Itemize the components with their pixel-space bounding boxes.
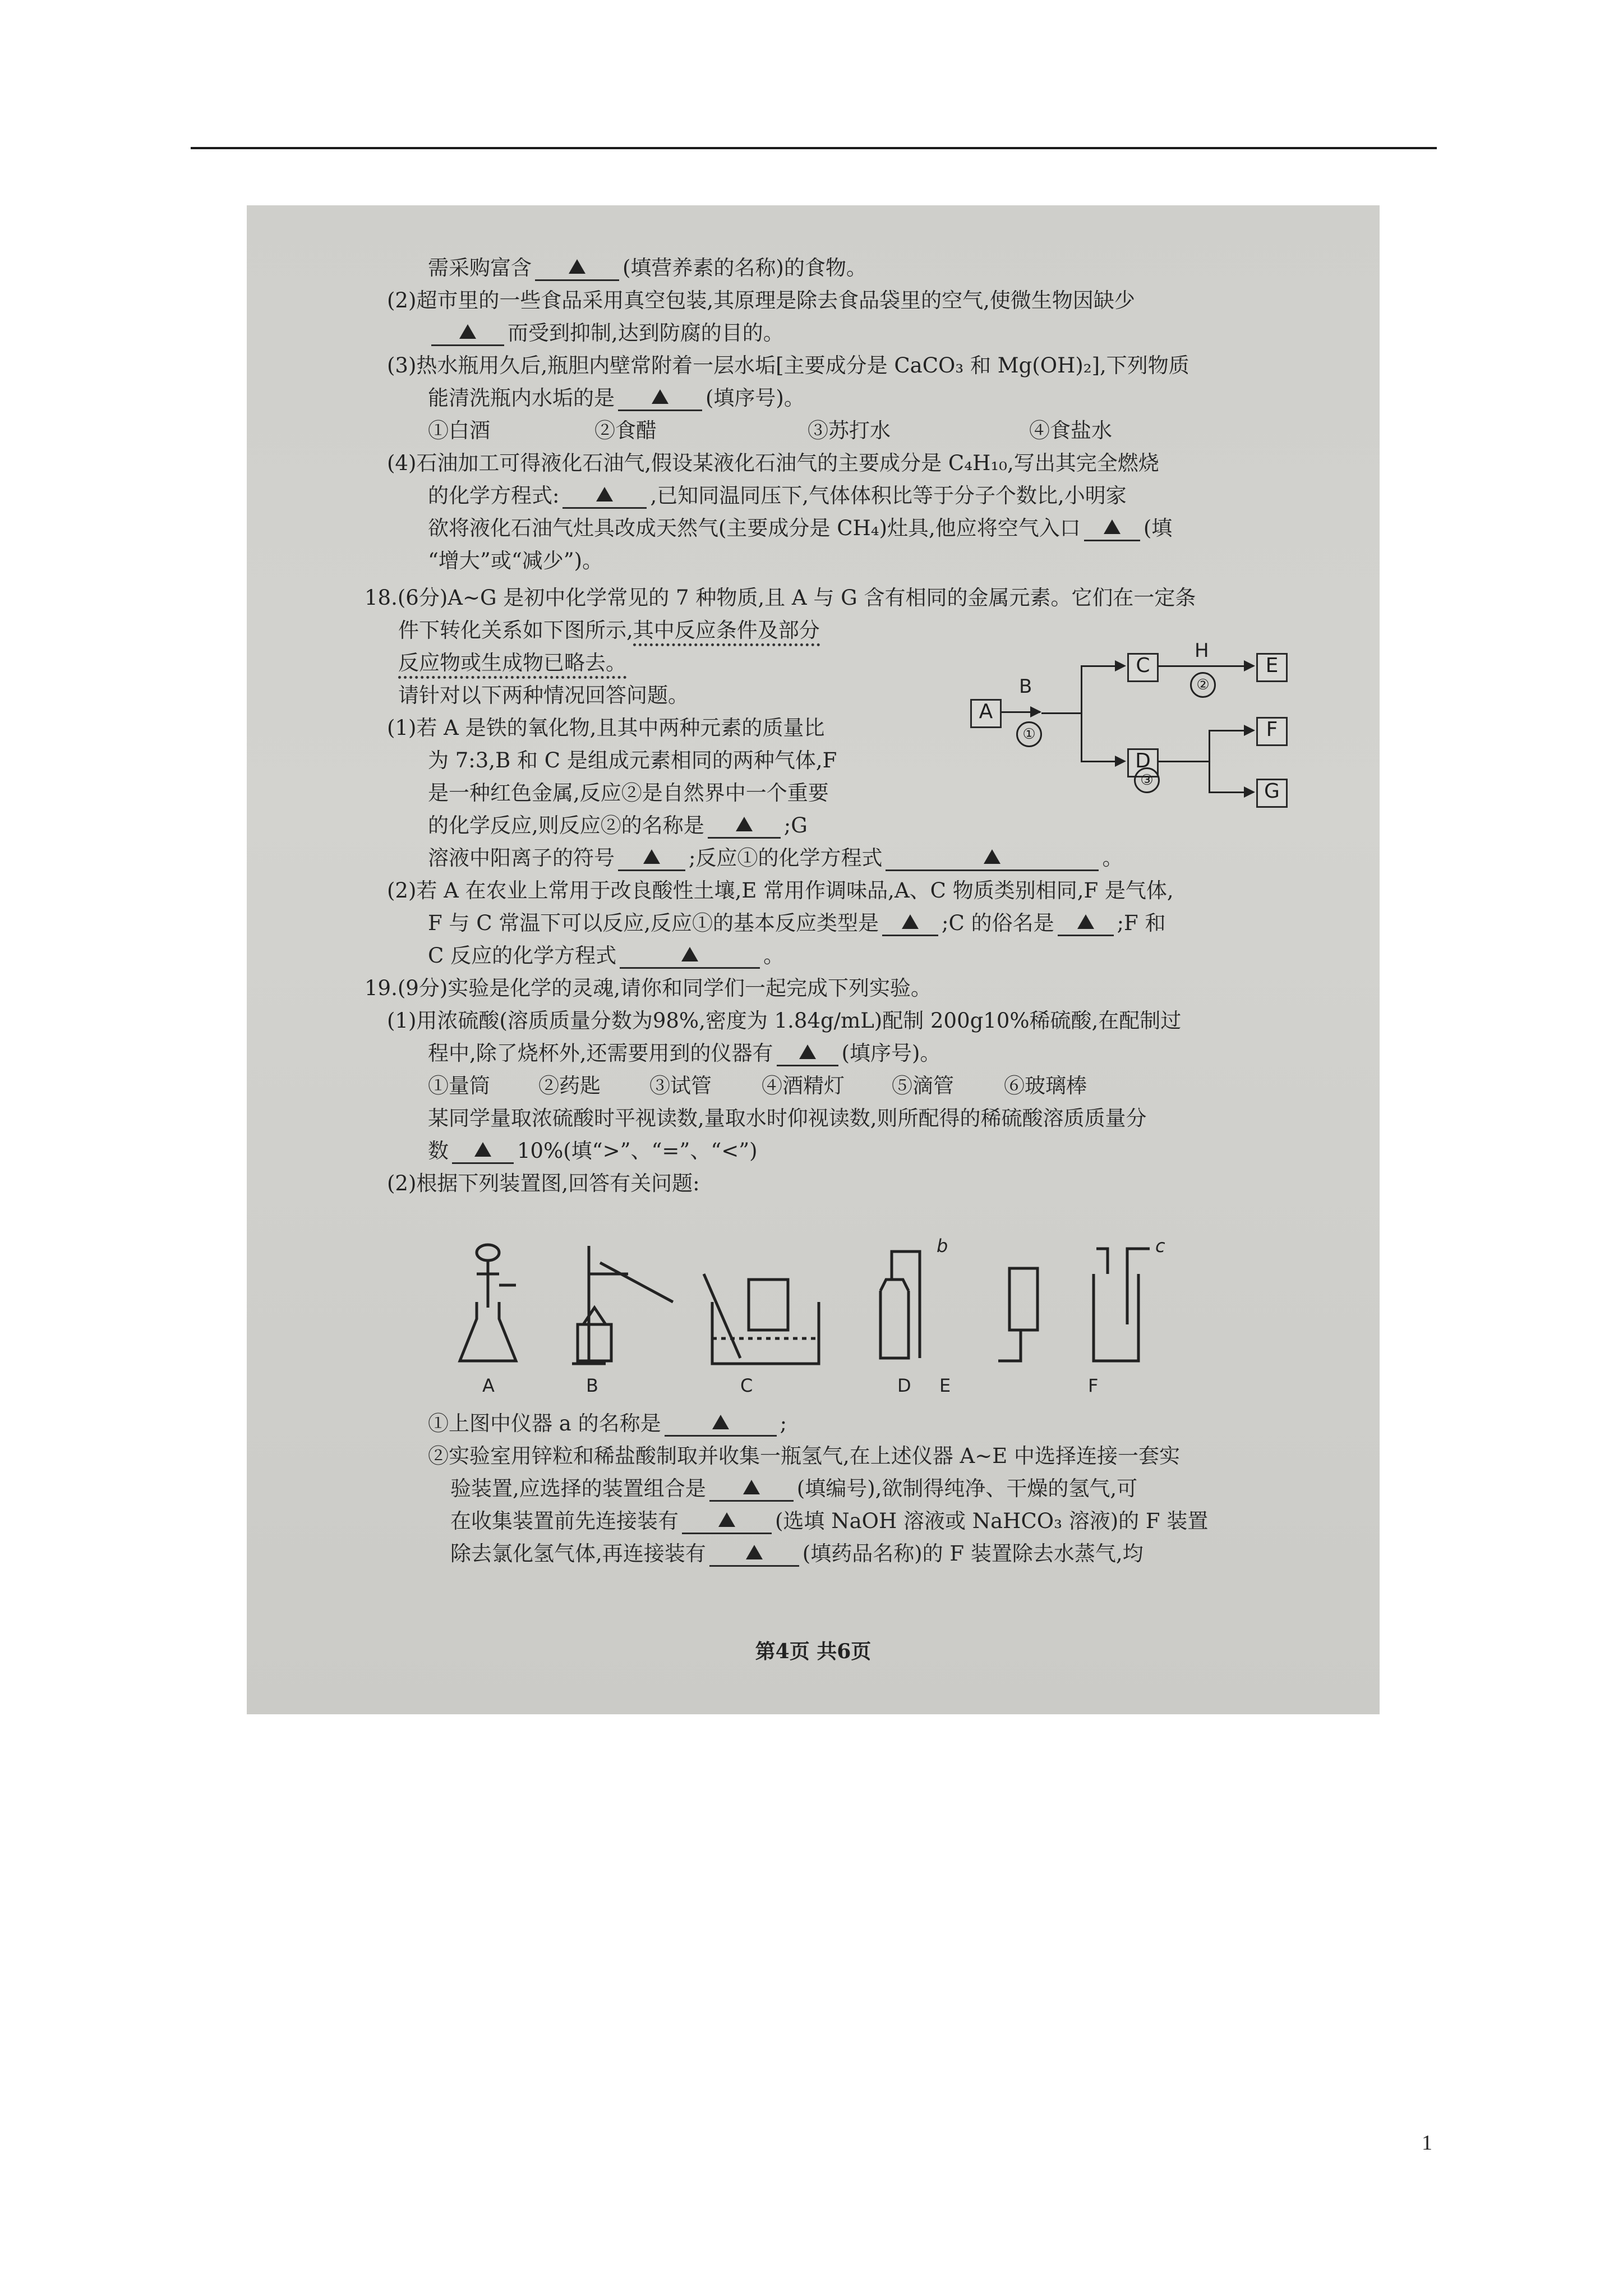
q19-line-6: 数 10%(填“>”、“=”、“<”) bbox=[428, 1139, 758, 1163]
apparatus-label-e: E bbox=[939, 1375, 951, 1396]
q18-line-2: 件下转化关系如下图所示,其中反应条件及部分 bbox=[398, 618, 820, 643]
node-g: G bbox=[1256, 779, 1288, 808]
q17-line-8: 的化学方程式: ,已知同温同压下,气体体积比等于分子个数比,小明家 bbox=[428, 484, 1127, 508]
q18-p2-line-2: F 与 C 常温下可以反应,反应①的基本反应类型是 ;C 的俗名是 ;F 和 bbox=[428, 911, 1166, 935]
triangle-icon bbox=[902, 914, 919, 929]
q19-instrument-3: ③试管 bbox=[649, 1074, 712, 1098]
apparatus-label-f: F bbox=[1088, 1375, 1099, 1396]
connector bbox=[1209, 730, 1210, 793]
apparatus-figure bbox=[437, 1240, 1357, 1369]
q19-line-3: 程中,除了烧杯外,还需要用到的仪器有 (填序号)。 bbox=[428, 1041, 941, 1065]
apparatus-c-water-trough bbox=[704, 1274, 819, 1364]
reaction-2-marker: ② bbox=[1190, 672, 1216, 698]
q18-p1-line-3: 是一种红色金属,反应②是自然界中一个重要 bbox=[428, 781, 829, 805]
q18-p2-line-1: (2)若 A 在农业上常用于改良酸性土壤,E 常用作调味品,A、C 物质类别相同,F 是气体, bbox=[387, 878, 1174, 903]
connector bbox=[1081, 665, 1082, 762]
answer-blank[interactable] bbox=[886, 845, 1099, 871]
q18-p1-line-5: 溶液中阳离子的符号 ;反应①的化学方程式 。 bbox=[428, 846, 1123, 870]
answer-blank[interactable] bbox=[682, 1508, 772, 1534]
triangle-icon bbox=[1077, 914, 1094, 929]
q19-sub-2-line-1: ②实验室用锌粒和稀盐酸制取并收集一瓶氢气,在上述仪器 A~E 中选择连接一套实 bbox=[428, 1444, 1181, 1468]
triangle-icon bbox=[736, 817, 753, 831]
arrow-icon bbox=[1030, 706, 1041, 717]
triangle-icon bbox=[1104, 519, 1121, 534]
q17-option-1: ①白酒 bbox=[428, 418, 490, 443]
triangle-icon bbox=[718, 1512, 735, 1527]
q17-line-2: (2)超市里的一些食品采用真空包装,其原理是除去食品袋里的空气,使微生物因缺少 bbox=[387, 288, 1135, 312]
apparatus-label-b: B bbox=[586, 1375, 598, 1396]
q19-line-2: (1)用浓硫酸(溶质质量分数为98%,密度为 1.84g/mL)配制 200g10%稀硫酸,在配制过 bbox=[387, 1009, 1182, 1033]
q19-sub-1: ①上图中仪器 a 的名称是 ; bbox=[428, 1411, 787, 1435]
q18-p1-line-1: (1)若 A 是铁的氧化物,且其中两种元素的质量比 bbox=[387, 716, 825, 740]
apparatus-b-heating-setup bbox=[572, 1246, 673, 1364]
apparatus-a-conical-flask bbox=[460, 1245, 516, 1361]
tube-label-b: b bbox=[937, 1235, 948, 1257]
q19-line-7: (2)根据下列装置图,回答有关问题: bbox=[387, 1171, 700, 1195]
triangle-icon bbox=[743, 1480, 760, 1494]
q19-line-1: 19.(9分)实验是化学的灵魂,请你和同学们一起完成下列实验。 bbox=[365, 976, 932, 1000]
answer-blank[interactable] bbox=[535, 255, 619, 281]
photo-page-footer: 第4页 共6页 bbox=[755, 1640, 872, 1663]
q19-sub-2-line-3: 在收集装置前先连接装有 (选填 NaOH 溶液或 NaHCO₃ 溶液)的 F 装置 bbox=[450, 1509, 1209, 1533]
reaction-1-marker: ① bbox=[1016, 721, 1042, 747]
q19-instrument-4: ④酒精灯 bbox=[762, 1074, 845, 1098]
q19-line-5: 某同学量取浓硫酸时平视读数,量取水时仰视读数,则所配得的稀硫酸溶质质量分 bbox=[428, 1106, 1147, 1130]
triangle-icon bbox=[984, 849, 1000, 864]
page-number: 1 bbox=[1422, 2131, 1432, 2155]
q17-option-4: ④食盐水 bbox=[1029, 418, 1112, 443]
arrow-icon bbox=[1244, 660, 1255, 671]
q19-instrument-1: ①量筒 bbox=[428, 1074, 490, 1098]
answer-blank[interactable] bbox=[708, 812, 781, 839]
q17-line-4: (3)热水瓶用久后,瓶胆内壁常附着一层水垢[主要成分是 CaCO₃ 和 Mg(OH)₂],下列物质 bbox=[387, 353, 1189, 378]
arrow-icon bbox=[1115, 756, 1126, 767]
answer-blank[interactable] bbox=[665, 1410, 777, 1437]
connector bbox=[1158, 665, 1253, 667]
q19-sub-2-line-4: 除去氯化氢气体,再连接装有 (填药品名称)的 F 装置除去水蒸气,均 bbox=[450, 1542, 1144, 1566]
arrow-icon bbox=[1244, 725, 1255, 736]
answer-blank[interactable] bbox=[882, 910, 938, 936]
answer-blank[interactable] bbox=[620, 942, 760, 969]
q18-line-1: 18.(6分)A~G 是初中化学常见的 7 种物质,且 A 与 G 含有相同的金属元素。它们在一定条 bbox=[365, 586, 1196, 610]
exam-page-photo bbox=[247, 205, 1380, 1714]
triangle-icon bbox=[652, 389, 668, 404]
node-f: F bbox=[1256, 717, 1288, 746]
apparatus-e-gas-bottle-down bbox=[998, 1268, 1038, 1361]
q18-p1-line-2: 为 7:3,B 和 C 是组成元素相同的两种气体,F bbox=[428, 748, 837, 772]
q17-line-9: 欲将液化石油气灶具改成天然气(主要成分是 CH₄)灶具,他应将空气入口 (填 bbox=[428, 516, 1173, 540]
arrow-icon bbox=[1115, 660, 1126, 671]
connector bbox=[1041, 712, 1081, 714]
triangle-icon bbox=[474, 1142, 491, 1157]
triangle-icon bbox=[459, 324, 476, 339]
q19-instrument-2: ②药匙 bbox=[538, 1074, 601, 1098]
triangle-icon bbox=[596, 487, 613, 501]
answer-blank[interactable] bbox=[709, 1475, 794, 1502]
triangle-icon bbox=[681, 947, 698, 961]
reactant-b-label: B bbox=[1019, 675, 1032, 698]
reactant-h-label: H bbox=[1195, 639, 1209, 662]
q17-line-5: 能清洗瓶内水垢的是 (填序号)。 bbox=[428, 386, 805, 410]
answer-blank[interactable] bbox=[709, 1540, 799, 1567]
q18-line-3: 反应物或生成物已略去。 bbox=[398, 651, 626, 675]
triangle-icon bbox=[569, 259, 585, 274]
node-a: A bbox=[970, 699, 1002, 728]
triangle-icon bbox=[746, 1545, 763, 1559]
triangle-icon bbox=[643, 849, 660, 864]
q18-p1-line-4: 的化学反应,则反应②的名称是 ;G bbox=[428, 813, 808, 838]
answer-blank[interactable] bbox=[777, 1040, 838, 1066]
q19-instrument-5: ⑤滴管 bbox=[892, 1074, 954, 1098]
q17-option-2: ②食醋 bbox=[594, 418, 657, 443]
node-d: D bbox=[1127, 748, 1159, 777]
q18-p2-line-3: C 反应的化学方程式 。 bbox=[428, 944, 785, 968]
apparatus-d-gas-bottle-up bbox=[880, 1251, 920, 1358]
q17-line-10: “增大”或“减少”)。 bbox=[428, 549, 603, 573]
q17-line-1: 需采购富含 (填营养素的名称)的食物。 bbox=[428, 256, 867, 280]
reaction-3-marker: ③ bbox=[1134, 767, 1160, 793]
answer-blank[interactable] bbox=[1058, 910, 1114, 936]
q19-instrument-6: ⑥玻璃棒 bbox=[1004, 1074, 1087, 1098]
answer-blank[interactable] bbox=[452, 1138, 514, 1164]
q17-option-3: ③苏打水 bbox=[808, 418, 891, 443]
header-rule bbox=[191, 147, 1437, 149]
q17-line-3: 而受到抑制,达到防腐的目的。 bbox=[428, 321, 784, 347]
answer-blank[interactable] bbox=[431, 320, 504, 346]
q17-line-7: (4)石油加工可得液化石油气,假设某液化石油气的主要成分是 C₄H₁₀,写出其完全燃烧 bbox=[387, 451, 1159, 475]
apparatus-label-a: A bbox=[482, 1375, 495, 1396]
connector bbox=[1158, 761, 1209, 762]
answer-blank[interactable] bbox=[562, 482, 647, 509]
q19-sub-2-line-2: 验装置,应选择的装置组合是 (填编号),欲制得纯净、干燥的氢气,可 bbox=[450, 1476, 1138, 1501]
q18-line-4: 请针对以下两种情况回答问题。 bbox=[398, 683, 689, 707]
apparatus-label-d: D bbox=[897, 1375, 911, 1396]
tube-label-c: c bbox=[1155, 1235, 1165, 1257]
triangle-icon bbox=[799, 1045, 816, 1059]
apparatus-label-c: C bbox=[740, 1375, 753, 1396]
triangle-icon bbox=[712, 1415, 729, 1429]
apparatus-f-wash-bottle bbox=[1094, 1249, 1150, 1361]
answer-blank[interactable] bbox=[1084, 515, 1140, 541]
answer-blank[interactable] bbox=[618, 385, 702, 411]
node-c: C bbox=[1127, 653, 1159, 682]
answer-blank[interactable] bbox=[618, 845, 685, 871]
node-e: E bbox=[1256, 653, 1288, 682]
arrow-icon bbox=[1244, 786, 1255, 798]
